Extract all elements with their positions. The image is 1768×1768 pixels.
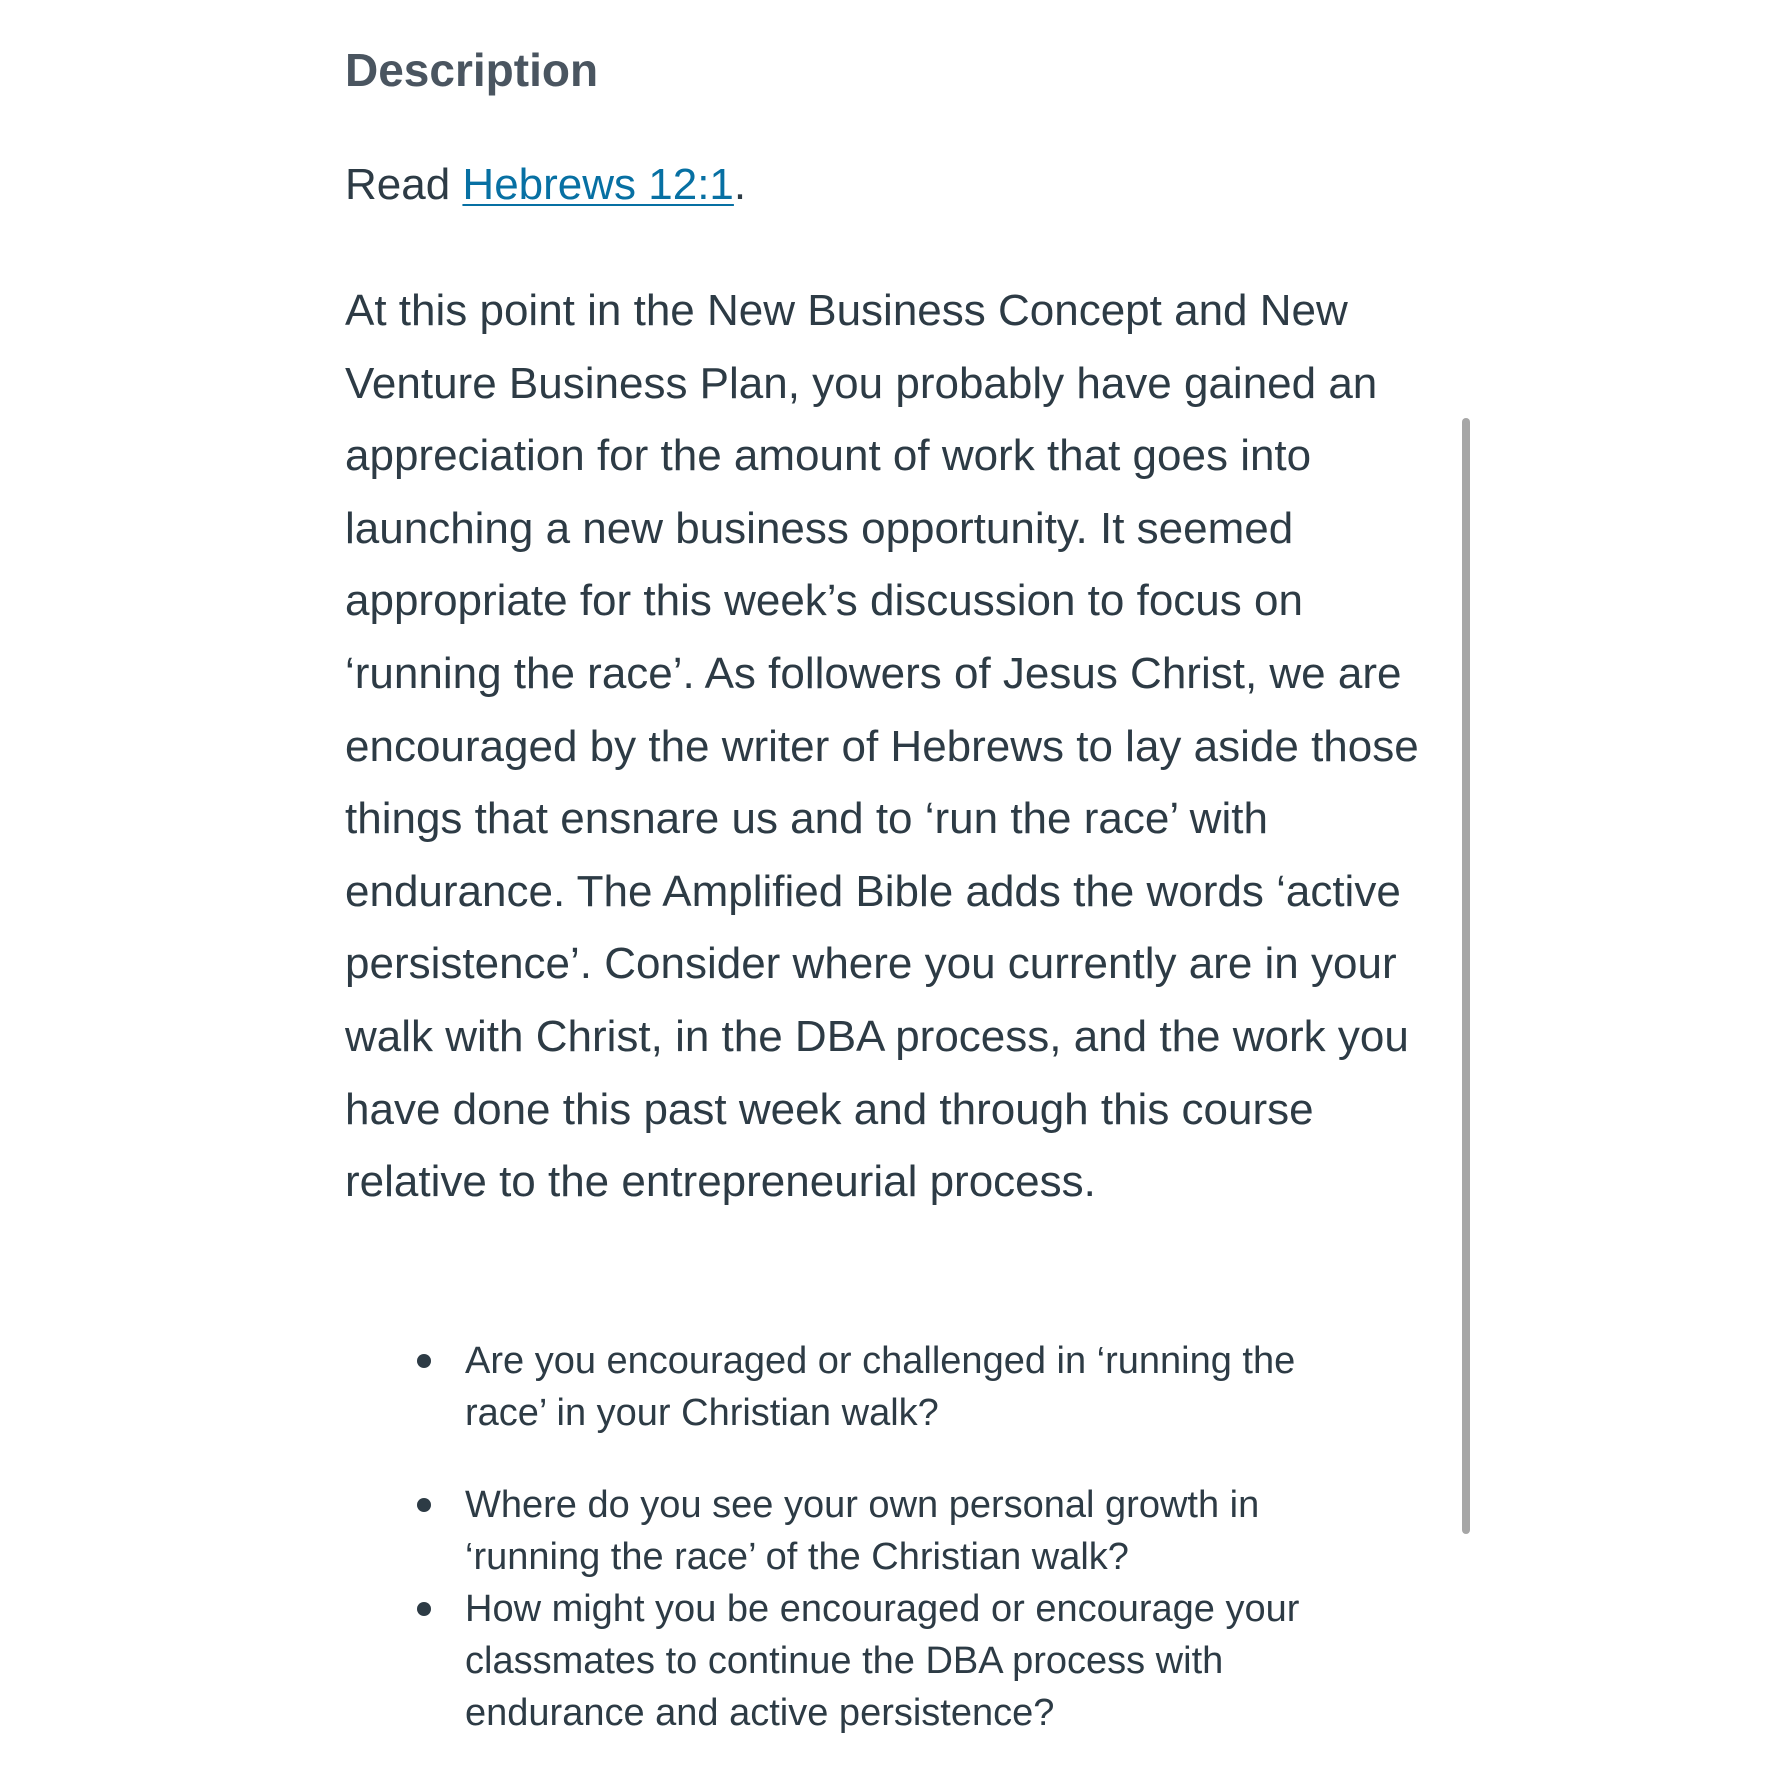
description-heading: Description bbox=[345, 44, 599, 96]
question-list bbox=[345, 1335, 1345, 1739]
question-text: How might you be encouraged or encourage your classmates to continue the DBA process with endurance and active persistence? bbox=[465, 1588, 1300, 1734]
scrollbar-thumb[interactable] bbox=[1462, 418, 1470, 1534]
bullet-icon bbox=[417, 1602, 431, 1616]
bullet-icon bbox=[417, 1354, 431, 1368]
read-prefix: Read bbox=[345, 160, 463, 209]
read-suffix: . bbox=[733, 160, 747, 209]
list-item bbox=[345, 1335, 1345, 1439]
list-item bbox=[345, 1583, 1345, 1739]
question-text: Where do you see your own personal growth in ‘running the race’ of the Christian walk? bbox=[465, 1484, 1260, 1578]
list-item bbox=[345, 1479, 1345, 1583]
read-instruction bbox=[345, 155, 746, 215]
bullet-icon bbox=[417, 1498, 431, 1512]
description-paragraph: At this point in the New Business Concept and New Venture Business Plan, you probably have gained an appreciation for the amount of work that goes into launching a new business opportunity. It seemed appropriate for this week’s discussion to focus on ‘running the race’. As followers of Jesus Christ, we are encouraged by the writer of Hebrews to lay aside those things that ensnare us and to ‘run the race’ with endurance. The Amplified Bible adds the words ‘active persistence’. Consider where you currently are in your walk with Christ, in the DBA process, and the work you have done this past week and through this course relative to the entrepreneurial process. bbox=[345, 286, 1419, 1207]
hebrews-link[interactable]: Hebrews 12:1 bbox=[462, 160, 734, 209]
question-text: Are you encouraged or challenged in ‘running the race’ in your Christian walk? bbox=[465, 1340, 1296, 1434]
